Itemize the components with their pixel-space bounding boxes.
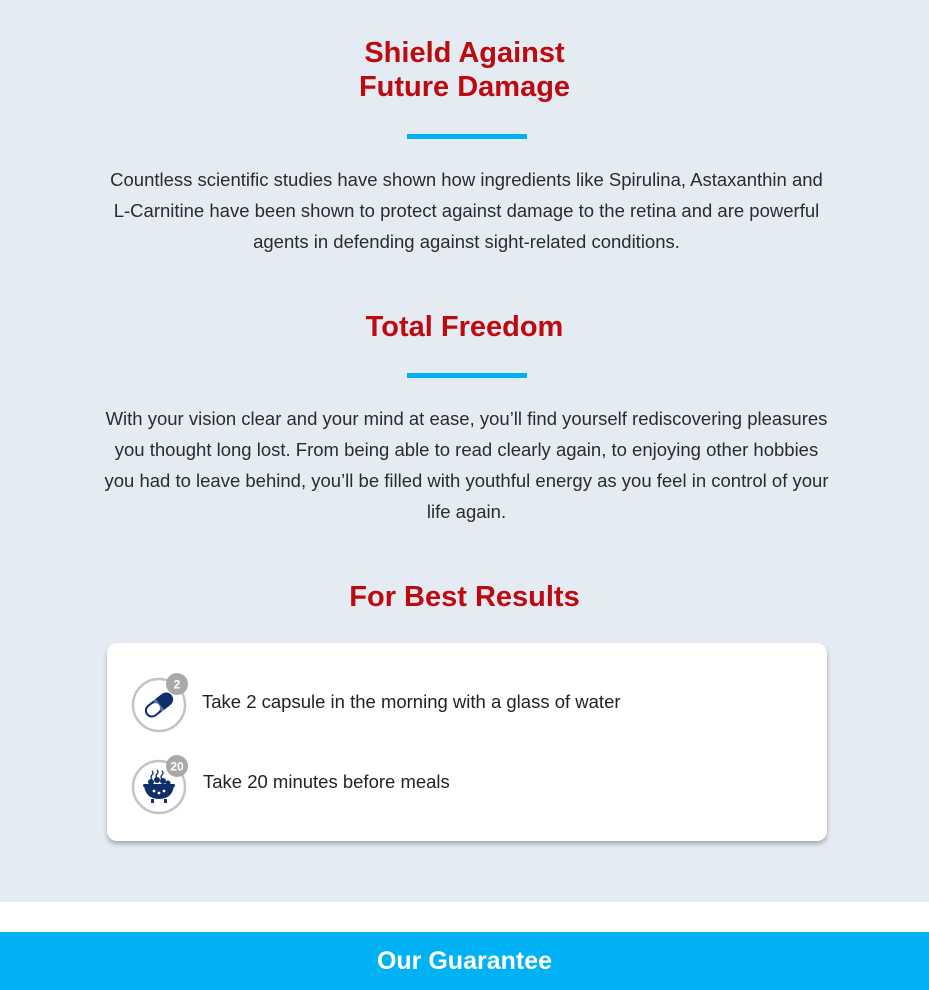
shield-heading-line-2: Future Damage [358,71,571,103]
freedom-paragraph: With your vision clear and your mind at ease, you’ll find yourself rediscovering pleasures you thought long lost. From being able to read clearly again, to enjoying other hobbies you had to leave behind, you’ll be filled with youthful energy as you feel in control of your life again. [104,408,829,522]
freedom-heading-line: Total Freedom [365,311,564,343]
heading-divider [407,373,527,378]
step-capsule [129,671,809,733]
meal-bowl-icon [129,753,191,815]
best-results-card [107,643,827,841]
best-results-heading: For Best Results [349,581,580,613]
shield-paragraph: Countless scientific studies have shown how ingredients like Spirulina, Astaxanthin and L-Carnitine have been shown to protect against damage to the retina and are powerful agents in defending against sight-related conditions. [110,169,823,252]
step-badge: 2 [173,677,181,692]
shield-heading-line-1: Shield Against [364,37,565,69]
capsule-icon [129,671,191,733]
guarantee-heading: Our Guarantee [376,947,553,975]
step-text: Take 20 minutes before meals [203,771,450,792]
guarantee-banner [0,932,929,990]
step-badge: 20 [170,759,184,774]
freedom-heading [0,310,929,344]
step-meal [129,753,809,815]
heading-divider [407,134,527,139]
shield-heading [0,36,929,104]
step-text: Take 2 capsule in the morning with a glass of water [202,691,621,712]
